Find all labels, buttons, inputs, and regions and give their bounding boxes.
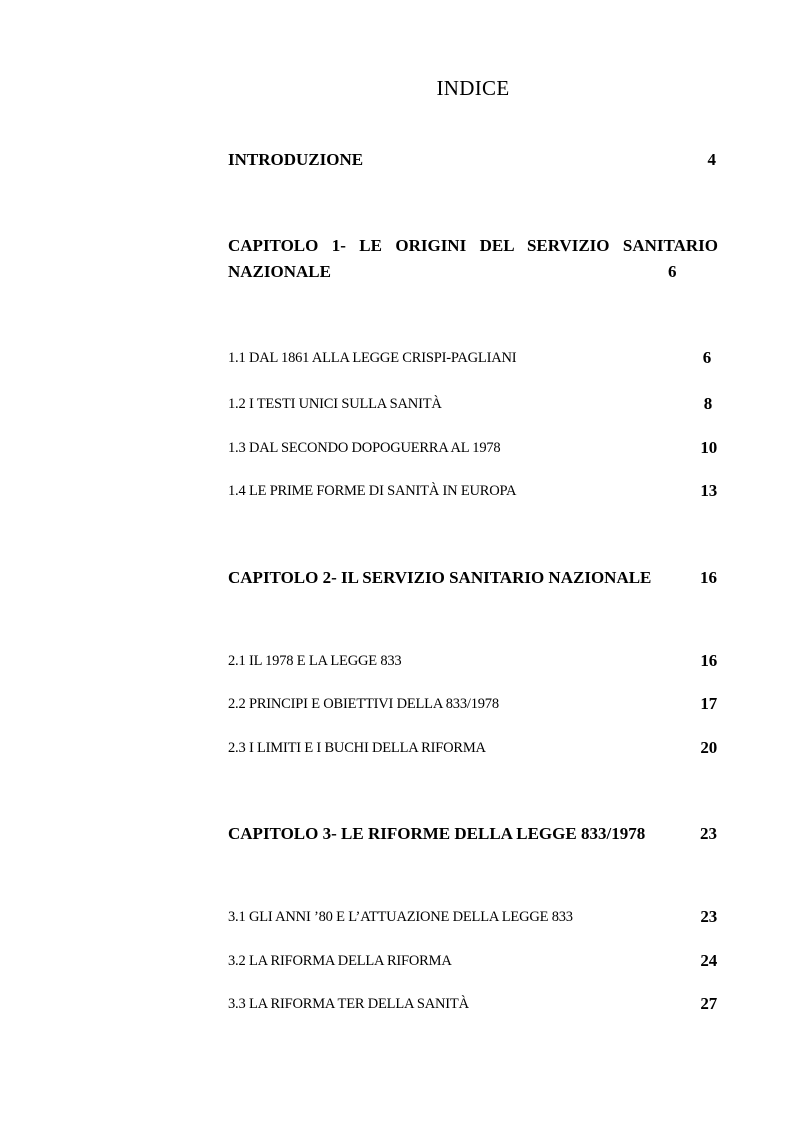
toc-entry-label: 1.4 LE PRIME FORME DI SANITÀ IN EUROPA bbox=[228, 483, 517, 499]
toc-entry-label: CAPITOLO 3- LE RIFORME DELLA LEGGE 833/1978 bbox=[228, 824, 646, 843]
toc-entry-label: 1.1 DAL 1861 ALLA LEGGE CRISPI-PAGLIANI bbox=[228, 350, 517, 366]
toc-entry-page: 16 bbox=[700, 651, 717, 670]
toc-entry-chapter-1 bbox=[228, 236, 718, 281]
toc-entry-label: 3.1 GLI ANNI ’80 E L’ATTUAZIONE DELLA LEGGE 833 bbox=[228, 909, 573, 925]
toc-entry-label: 3.3 LA RIFORMA TER DELLA SANITÀ bbox=[228, 996, 469, 1012]
toc-entry-page: 23 bbox=[700, 824, 717, 843]
toc-entry-page: 4 bbox=[707, 150, 716, 169]
toc-entry-label: CAPITOLO 2- IL SERVIZIO SANITARIO NAZIONALE bbox=[228, 568, 652, 587]
toc-entry-label: 2.1 IL 1978 E LA LEGGE 833 bbox=[228, 653, 402, 669]
toc-entry-page: 17 bbox=[700, 694, 717, 713]
toc-entry-page: 6 bbox=[702, 348, 711, 367]
toc-entry-page: 10 bbox=[700, 438, 717, 457]
toc-entry-page: 13 bbox=[700, 481, 717, 500]
toc-entry-label: 2.3 I LIMITI E I BUCHI DELLA RIFORMA bbox=[228, 740, 486, 756]
toc-entry-label: 1.3 DAL SECONDO DOPOGUERRA AL 1978 bbox=[228, 440, 501, 456]
toc-entry-page: 20 bbox=[700, 738, 717, 757]
toc-entry-label-line1: CAPITOLO 1- LE ORIGINI DEL SERVIZIO SANITARIO bbox=[228, 236, 718, 255]
toc-entry-label: 3.2 LA RIFORMA DELLA RIFORMA bbox=[228, 953, 452, 969]
toc-entry-page: 27 bbox=[700, 994, 717, 1013]
toc-entry-label: INTRODUZIONE bbox=[228, 150, 364, 169]
toc-entry-page: 24 bbox=[700, 951, 717, 970]
toc-entry-page: 6 bbox=[668, 262, 677, 281]
page-title: INDICE bbox=[436, 76, 510, 100]
toc-entry-page: 23 bbox=[700, 907, 717, 926]
toc-entry-page: 8 bbox=[703, 394, 712, 413]
toc-entry-label: 2.2 PRINCIPI E OBIETTIVI DELLA 833/1978 bbox=[228, 696, 499, 712]
toc-entry-label: 1.2 I TESTI UNICI SULLA SANITÀ bbox=[228, 396, 442, 412]
toc-entry-page: 16 bbox=[700, 568, 717, 587]
toc-entry-label-line2: NAZIONALE bbox=[228, 262, 331, 281]
